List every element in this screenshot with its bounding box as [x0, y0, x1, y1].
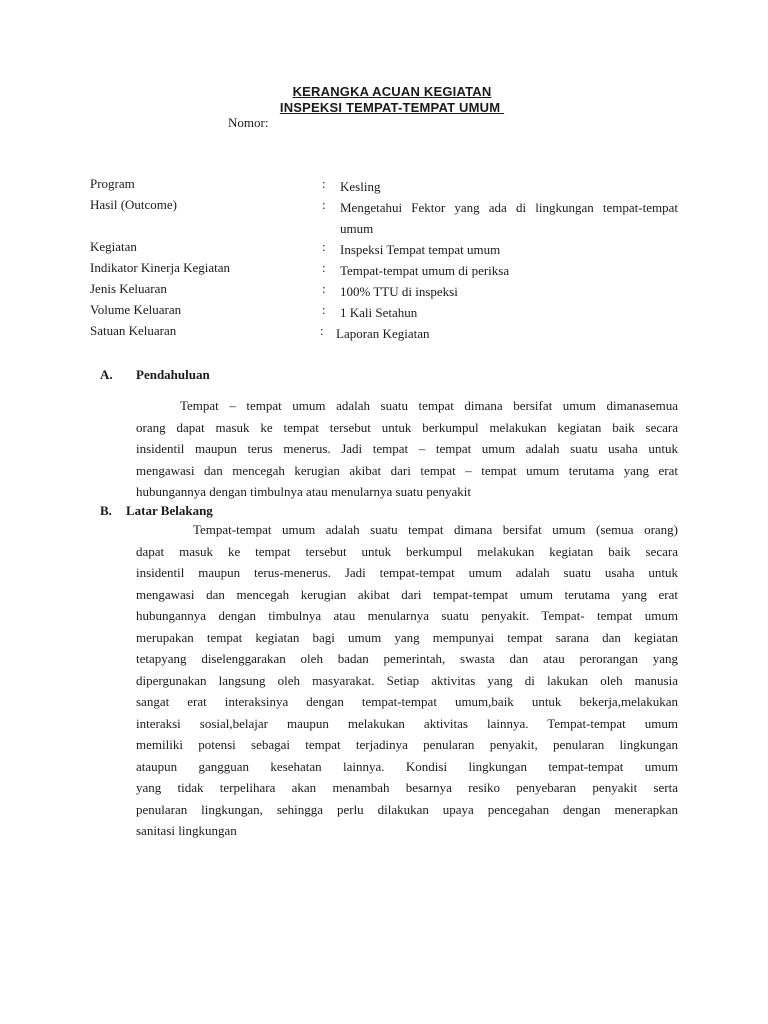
- section-a-heading: Pendahuluan: [136, 367, 210, 382]
- paragraph-line: sanitasi lingkungan: [136, 823, 237, 838]
- section-b-marker: B.: [100, 503, 112, 518]
- info-label: Volume Keluaran: [90, 302, 182, 317]
- paragraph-line: mengawasi dan mencegah kerugian akibat dari tempat-tempat umum terutama yang erat: [136, 586, 678, 602]
- info-colon: :: [320, 323, 324, 338]
- info-row: [90, 197, 690, 239]
- paragraph-line: insidentil maupun terus-menerus. Jadi tempat-tempat umum adalah suatu usaha untuk: [136, 565, 678, 580]
- info-label: Satuan Keluaran: [90, 323, 177, 338]
- paragraph-line: penularan lingkungan, sehingga perlu dilakukan upaya pencegahan dengan menerapkan: [136, 801, 678, 817]
- info-colon: :: [322, 281, 326, 296]
- info-label: Kegiatan: [90, 239, 137, 254]
- section-b-paragraph: [136, 519, 678, 842]
- paragraph-line: tetapyang diselenggarakan oleh badan pemerintah, swasta dan atau perorangan yang: [136, 651, 678, 666]
- paragraph-line: ataupun gangguan kesehatan lainnya. Kondisi lingkungan tempat-tempat umum: [136, 758, 678, 774]
- section-b-heading: Latar Belakang: [126, 503, 213, 518]
- info-row: [90, 176, 690, 197]
- document-title-line-2: INSPEKSI TEMPAT-TEMPAT UMUM: [279, 100, 505, 115]
- info-row: [90, 239, 690, 260]
- paragraph-line: hubungannya dengan timbulnya atau menularnya suatu penyakit: [136, 484, 472, 499]
- info-row: [90, 302, 690, 323]
- paragraph-line: mengawasi dan mencegah kerugian akibat dari tempat – tempat umum terutama yang erat: [136, 462, 678, 478]
- paragraph-line: yang tidak terpelihara akan menambah besarnya resiko penyebaran penyakit serta: [136, 780, 678, 795]
- info-label: Jenis Keluaran: [90, 281, 167, 296]
- info-row: [90, 281, 690, 302]
- section-a-marker: A.: [100, 367, 113, 382]
- paragraph-line: insidentil maupun terus menerus. Jadi tempat – tempat umum adalah suatu usaha untuk: [136, 441, 678, 456]
- paragraph-line: dapat masuk ke tempat tersebut untuk berkumpul melakukan kegiatan baik secara: [136, 543, 678, 559]
- info-value: Kesling: [340, 179, 381, 194]
- info-label: Hasil (Outcome): [90, 197, 178, 212]
- info-colon: :: [322, 302, 326, 317]
- info-value: Laporan Kegiatan: [336, 326, 430, 341]
- activity-info-table: [90, 176, 690, 344]
- info-colon: :: [322, 176, 326, 191]
- paragraph-line: memiliki potensi sebagai tempat terjadinya penularan penyakit, penularan lingkungan: [136, 737, 678, 752]
- document-title-line-1: KERANGKA ACUAN KEGIATAN: [292, 84, 492, 99]
- paragraph-line: hubungannya dengan timbulnya atau menularnya suatu penyakit. Tempat- tempat umum: [136, 608, 678, 623]
- info-value: Mengetahui Fektor yang ada di lingkungan tempat-tempat umum: [340, 200, 678, 236]
- paragraph-line: orang dapat masuk ke tempat tersebut untuk berkumpul melakukan kegiatan baik secara: [136, 419, 678, 435]
- info-row: [90, 323, 690, 344]
- paragraph-line: sangat erat interaksinya dengan tempat-tempat umum,baik untuk bekerja,melakukan: [136, 694, 678, 709]
- info-colon: :: [322, 260, 326, 275]
- paragraph-line: merupakan tempat kegiatan bagi umum yang mempunyai tempat sarana dan kegiatan: [136, 629, 678, 645]
- paragraph-line: dipergunakan langsung oleh masyarakat. Setiap aktivitas yang di lakukan oleh manusia: [136, 672, 678, 688]
- section-a-paragraph: [136, 395, 678, 503]
- document-number-label: Nomor:: [228, 115, 269, 130]
- info-colon: :: [322, 197, 326, 212]
- info-value: 1 Kali Setahun: [340, 305, 418, 320]
- paragraph-line: Tempat – tempat umum adalah suatu tempat dimana bersifat umum dimanasemua: [180, 398, 678, 413]
- info-row: [90, 260, 690, 281]
- paragraph-line: Tempat-tempat umum adalah suatu tempat dimana bersifat umum (semua orang): [193, 522, 678, 537]
- info-label: Indikator Kinerja Kegiatan: [90, 260, 231, 275]
- info-value: 100% TTU di inspeksi: [340, 284, 458, 299]
- info-label: Program: [90, 176, 135, 191]
- paragraph-line: interaksi sosial,belajar maupun melakukan aktivitas lainnya. Tempat-tempat umum: [136, 715, 678, 731]
- info-value: Tempat-tempat umum di periksa: [340, 263, 510, 278]
- info-value: Inspeksi Tempat tempat umum: [340, 242, 501, 257]
- info-colon: :: [322, 239, 326, 254]
